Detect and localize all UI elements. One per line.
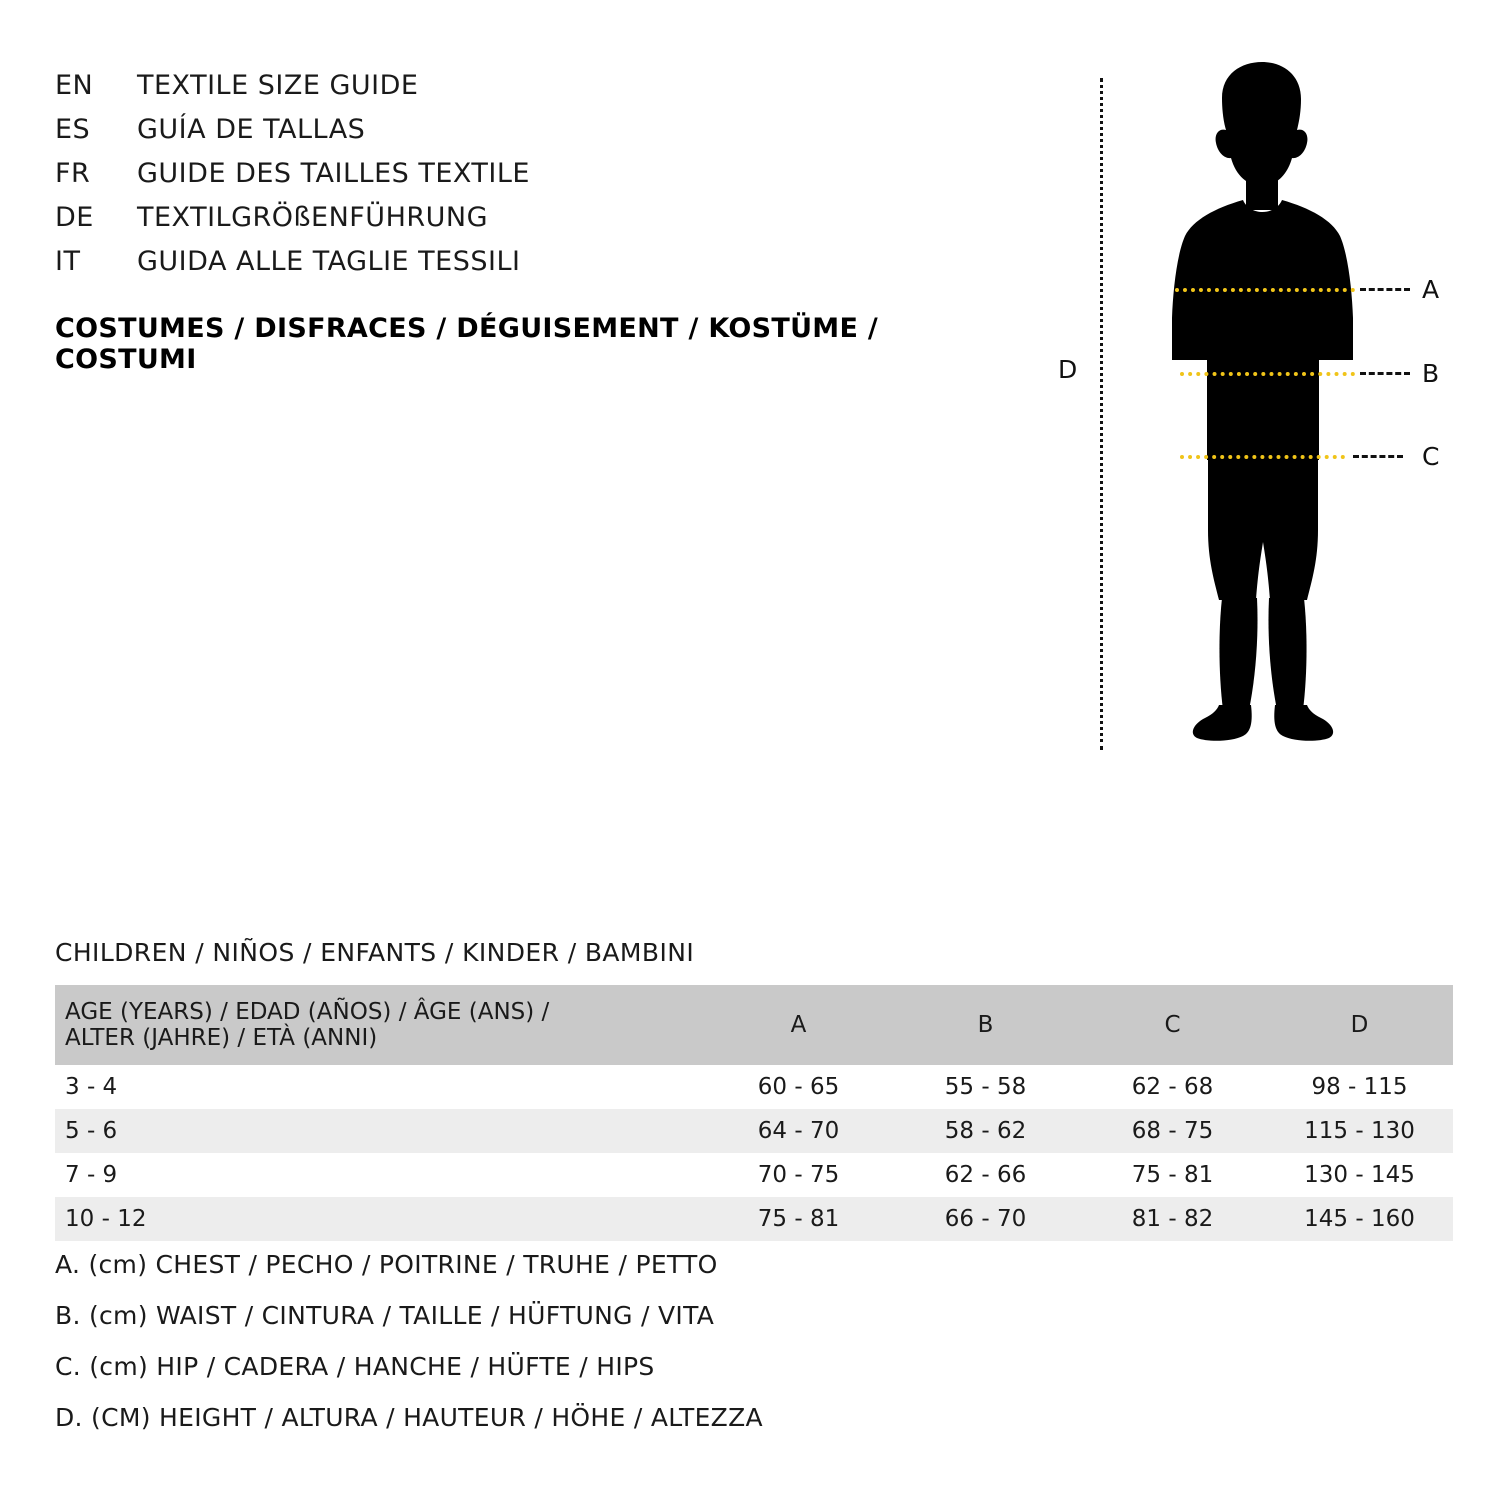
cell-b: 58 - 62 xyxy=(944,1118,1027,1144)
cell-c: 62 - 68 xyxy=(1131,1074,1214,1100)
language-title: GUIDE DES TAILLES TEXTILE xyxy=(137,158,530,189)
language-code: ES xyxy=(55,114,91,145)
language-code: FR xyxy=(55,158,91,189)
cell-a: 75 - 81 xyxy=(757,1206,840,1232)
table-row xyxy=(55,1153,1453,1197)
measure-line-a xyxy=(1175,288,1355,292)
language-title: TEXTILE SIZE GUIDE xyxy=(137,70,419,101)
cell-a: 64 - 70 xyxy=(757,1118,840,1144)
children-section-title: CHILDREN / NIÑOS / ENFANTS / KINDER / BAMBINI xyxy=(55,938,695,967)
cell-a: 70 - 75 xyxy=(757,1162,840,1188)
table-row xyxy=(55,1065,1453,1109)
language-title: GUÍA DE TALLAS xyxy=(137,114,366,145)
height-reference-line xyxy=(1100,78,1103,750)
cell-c: 68 - 75 xyxy=(1131,1118,1214,1144)
language-title: TEXTILGRÖßENFÜHRUNG xyxy=(137,202,489,233)
cell-age: 5 - 6 xyxy=(65,1118,118,1144)
cell-d: 115 - 130 xyxy=(1304,1118,1415,1144)
size-table xyxy=(55,985,1453,1241)
cell-age: 10 - 12 xyxy=(65,1206,147,1232)
leader-line-c xyxy=(1353,455,1403,458)
cell-d: 98 - 115 xyxy=(1311,1074,1408,1100)
legend-item: D. (CM) HEIGHT / ALTURA / HAUTEUR / HÖHE / ALTEZZA xyxy=(55,1403,763,1432)
measure-label-b: B xyxy=(1422,359,1440,388)
legend-item: C. (cm) HIP / CADERA / HANCHE / HÜFTE / HIPS xyxy=(55,1352,655,1381)
header-b: B xyxy=(892,985,1079,1065)
header-age-line2: ALTER (JAHRE) / ETÀ (ANNI) xyxy=(65,1025,378,1051)
cell-a: 60 - 65 xyxy=(757,1074,840,1100)
header-c: C xyxy=(1079,985,1266,1065)
language-row xyxy=(55,70,1015,101)
legend-item: B. (cm) WAIST / CINTURA / TAILLE / HÜFTUNG / VITA xyxy=(55,1301,715,1330)
cell-c: 81 - 82 xyxy=(1131,1206,1214,1232)
language-row xyxy=(55,246,1015,277)
language-row xyxy=(55,202,1015,233)
leader-line-b xyxy=(1360,372,1410,375)
language-code: EN xyxy=(55,70,94,101)
legend-item: A. (cm) CHEST / PECHO / POITRINE / TRUHE / PETTO xyxy=(55,1250,718,1279)
header-age xyxy=(55,985,705,1065)
language-code: DE xyxy=(55,202,94,233)
cell-b: 66 - 70 xyxy=(944,1206,1027,1232)
table-row xyxy=(55,1197,1453,1241)
measure-label-c: C xyxy=(1422,442,1440,471)
figure-diagram xyxy=(1040,60,1460,760)
child-silhouette-icon xyxy=(1115,60,1405,760)
measure-line-b xyxy=(1180,372,1355,376)
header-age-line1: AGE (YEARS) / EDAD (AÑOS) / ÂGE (ANS) / xyxy=(65,999,550,1025)
height-label-d: D xyxy=(1058,355,1078,384)
costumes-subtitle: COSTUMES / DISFRACES / DÉGUISEMENT / KOSTÜME / COSTUMI xyxy=(55,313,879,375)
measure-label-a: A xyxy=(1422,275,1440,304)
table-header-row xyxy=(55,985,1453,1065)
language-row xyxy=(55,158,1015,189)
leader-line-a xyxy=(1360,288,1410,291)
language-code: IT xyxy=(55,246,81,277)
header-block xyxy=(55,70,1015,375)
measure-line-c xyxy=(1180,455,1345,459)
cell-d: 130 - 145 xyxy=(1304,1162,1415,1188)
cell-age: 7 - 9 xyxy=(65,1162,118,1188)
header-d: D xyxy=(1266,985,1453,1065)
language-row xyxy=(55,114,1015,145)
cell-d: 145 - 160 xyxy=(1304,1206,1415,1232)
cell-age: 3 - 4 xyxy=(65,1074,118,1100)
language-title: GUIDA ALLE TAGLIE TESSILI xyxy=(137,246,521,277)
cell-c: 75 - 81 xyxy=(1131,1162,1214,1188)
size-table-section xyxy=(55,938,1445,1241)
cell-b: 55 - 58 xyxy=(944,1074,1027,1100)
cell-b: 62 - 66 xyxy=(944,1162,1027,1188)
header-a: A xyxy=(705,985,892,1065)
table-row xyxy=(55,1109,1453,1153)
measurement-legend xyxy=(55,1250,1055,1454)
